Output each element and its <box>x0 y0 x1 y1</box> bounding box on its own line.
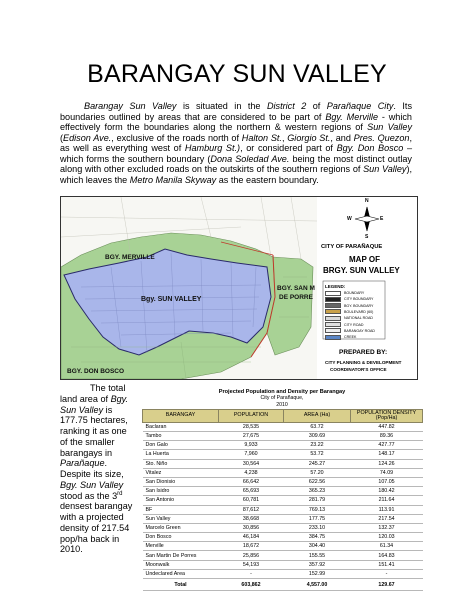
cell-population: 30,856 <box>219 523 284 532</box>
cell-density: 132.37 <box>351 523 423 532</box>
cell-area: 281.79 <box>284 496 351 505</box>
legend-swatch <box>325 335 341 340</box>
legend-label: CREEK <box>344 335 357 340</box>
population-table <box>142 409 423 591</box>
cell-density: 61.34 <box>351 542 423 551</box>
cell-population: 65,693 <box>219 487 284 496</box>
legend-label: BOUNDARY <box>344 291 365 295</box>
table-total-row <box>143 579 423 591</box>
cell-density: 107.05 <box>351 477 423 486</box>
total-area: 4,557.00 <box>284 579 351 591</box>
barangay-map <box>60 196 418 380</box>
legend-item <box>325 322 364 328</box>
cell-population: 66,642 <box>219 477 284 486</box>
cell-barangay: Marcelo Green <box>143 523 219 532</box>
cell-population: 38,668 <box>219 514 284 523</box>
cell-area: 53.72 <box>284 450 351 459</box>
cell-barangay: BF <box>143 505 219 514</box>
cell-barangay: San Martin De Porres <box>143 551 219 560</box>
table-row <box>143 560 423 569</box>
table-row <box>143 441 423 450</box>
legend-item <box>325 303 373 309</box>
map-label-sun-valley: Bgy. SUN VALLEY <box>141 296 202 303</box>
map-label-san-martin-2: DE PORRE <box>279 294 313 301</box>
cell-area: 233.10 <box>284 523 351 532</box>
table-row <box>143 477 423 486</box>
cell-barangay: La Huerta <box>143 450 219 459</box>
cell-population: 4,238 <box>219 468 284 477</box>
cell-density: 124.26 <box>351 459 423 468</box>
cell-density: 89.36 <box>351 432 423 441</box>
cell-barangay: Moonwalk <box>143 560 219 569</box>
table-title: Projected Population and Density per Barangay <box>218 389 346 395</box>
cell-barangay: San Antonio <box>143 496 219 505</box>
population-table-block <box>142 389 422 591</box>
map-title-line-1: MAP OF <box>349 255 380 264</box>
cell-density: 151.41 <box>351 560 423 569</box>
cell-population: 46,184 <box>219 533 284 542</box>
compass-north: N <box>365 198 369 204</box>
table-subtitle-2: 2010 <box>276 401 288 408</box>
header-density: POPULATION DENSITY (Pop/Ha) <box>351 409 423 422</box>
legend-swatch <box>325 297 341 302</box>
legend-swatch <box>325 328 341 333</box>
cell-barangay: Don Galo <box>143 441 219 450</box>
cell-area: 63.72 <box>284 422 351 431</box>
total-population: 603,862 <box>219 579 284 591</box>
cell-barangay: Sun Valley <box>143 514 219 523</box>
total-label: Total <box>143 579 219 591</box>
compass-west: W <box>347 216 352 222</box>
cell-density: 148.17 <box>351 450 423 459</box>
cell-population: 27,675 <box>219 432 284 441</box>
cell-barangay: Tambo <box>143 432 219 441</box>
legend-item <box>325 328 375 334</box>
office-line-1: CITY PLANNING & DEVELOPMENT <box>325 360 402 365</box>
table-subtitle-1: City of Parañaque, <box>260 395 304 402</box>
map-label-merville: BGY. MERVILLE <box>105 254 155 261</box>
legend-item <box>325 309 373 315</box>
table-row <box>143 459 423 468</box>
legend-label: BGY. BOUNDARY <box>344 303 374 308</box>
map-city-name: CITY OF PARAÑAQUE <box>321 244 383 250</box>
cell-population: 54,193 <box>219 560 284 569</box>
legend-item <box>325 290 364 296</box>
legend-swatch <box>325 291 341 296</box>
legend-item <box>325 315 373 321</box>
cell-barangay: Baclaran <box>143 422 219 431</box>
legend-swatch <box>325 316 341 321</box>
legend-swatch <box>325 322 341 327</box>
legend-label: CITY ROAD <box>344 322 364 327</box>
header-area: AREA (Ha) <box>284 409 351 422</box>
legend-label: NATIONAL ROAD <box>344 316 373 321</box>
table-row <box>143 450 423 459</box>
page-title: BARANGAY SUN VALLEY <box>87 60 387 88</box>
cell-population: 18,672 <box>219 542 284 551</box>
intro-barangay-name: Barangay Sun Valley <box>84 101 177 111</box>
cell-population: 60,781 <box>219 496 284 505</box>
intro-paragraph: Barangay Sun Valley is situated in the District 2 of Parañaque City. Its boundaries outlined by areas that are considered to be part of Bgy. Merville - which effectively form the boundaries along the northern & western regions of Sun Valley (Edison Ave., exclusive of the roads north of Halton St., Giorgio St., and Pres. Quezon, as well as everything west of Hamburg St.), or considered part of Bgy. Don Bosco – which forms the southern boundary (Dona Soledad Ave. being the most distinct outlay along with other excluded roads on the outskirts of the southern regions of Sun Valley), which leaves the Metro Manila Skyway as the eastern boundary. <box>60 101 413 185</box>
cell-area: 365.23 <box>284 487 351 496</box>
table-row <box>143 432 423 441</box>
legend-swatch <box>325 303 341 308</box>
cell-barangay: Sto. Niño <box>143 459 219 468</box>
cell-population: 25,856 <box>219 551 284 560</box>
cell-density: 447.82 <box>351 422 423 431</box>
office-line-2: COORDINATOR'S OFFICE <box>330 367 387 372</box>
table-row <box>143 551 423 560</box>
cell-density: 164.83 <box>351 551 423 560</box>
cell-density: 113.91 <box>351 505 423 514</box>
cell-density: 211.64 <box>351 496 423 505</box>
cell-area: 384.75 <box>284 533 351 542</box>
table-row <box>143 468 423 477</box>
cell-density: - <box>351 569 423 578</box>
cell-barangay: Don Bosco <box>143 533 219 542</box>
table-row <box>143 569 423 578</box>
table-row <box>143 514 423 523</box>
cell-area: 622.56 <box>284 477 351 486</box>
cell-barangay: Merville <box>143 542 219 551</box>
cell-population: 9,933 <box>219 441 284 450</box>
cell-density: 217.54 <box>351 514 423 523</box>
cell-barangay: Vitalez <box>143 468 219 477</box>
table-row <box>143 496 423 505</box>
cell-area: 57.20 <box>284 468 351 477</box>
table-row <box>143 542 423 551</box>
total-density: 129.67 <box>351 579 423 591</box>
table-row <box>143 487 423 496</box>
legend-item <box>325 334 356 340</box>
legend-label: BARANGAY ROAD <box>344 328 376 333</box>
map-info-panel <box>317 197 417 379</box>
cell-barangay: San Isidro <box>143 487 219 496</box>
cell-area: 769.13 <box>284 505 351 514</box>
prepared-by-label: PREPARED BY: <box>339 349 388 356</box>
table-body <box>143 422 423 590</box>
cell-population: 87,612 <box>219 505 284 514</box>
cell-population: 30,564 <box>219 459 284 468</box>
cell-area: 304.40 <box>284 542 351 551</box>
compass-east: E <box>380 216 384 222</box>
cell-area: 152.99 <box>284 569 351 578</box>
cell-population: 28,535 <box>219 422 284 431</box>
cell-area: 23.22 <box>284 441 351 450</box>
map-label-san-martin-1: BGY. SAN M <box>277 285 315 292</box>
map-title-line-2: BRGY. SUN VALLEY <box>323 266 400 275</box>
cell-density: 120.03 <box>351 533 423 542</box>
header-barangay: BARANGAY <box>143 409 219 422</box>
cell-density: 427.77 <box>351 441 423 450</box>
cell-density: 74.09 <box>351 468 423 477</box>
cell-density: 180.42 <box>351 487 423 496</box>
legend-label: BOULEVARD (60) <box>344 309 374 314</box>
cell-area: 357.92 <box>284 560 351 569</box>
cell-area: 177.75 <box>284 514 351 523</box>
cell-population: 7,960 <box>219 450 284 459</box>
legend-heading: LEGEND: <box>325 284 346 289</box>
header-population: POPULATION <box>219 409 284 422</box>
cell-barangay: San Dionisio <box>143 477 219 486</box>
legend-label: CITY BOUNDARY <box>344 297 374 302</box>
cell-area: 155.55 <box>284 551 351 560</box>
table-row <box>143 533 423 542</box>
legend-item <box>325 296 373 302</box>
table-header-row <box>143 409 423 422</box>
cell-population: - <box>219 569 284 578</box>
cell-area: 245.27 <box>284 459 351 468</box>
table-row <box>143 523 423 532</box>
table-row <box>143 505 423 514</box>
table-row <box>143 422 423 431</box>
legend-swatch <box>325 309 341 314</box>
compass-south: S <box>365 234 369 240</box>
cell-barangay: Undeclared Area <box>143 569 219 578</box>
cell-area: 309.69 <box>284 432 351 441</box>
map-label-don-bosco: BGY. DON BOSCO <box>67 368 125 375</box>
land-area-paragraph: The total land area of Bgy. Sun Valley is 177.75 hectares, ranking it as one of the smaller barangays in Parañaque. Despite its size, Bgy. Sun Valley stood as the 3rd densest barangay with a projected density of 217.54 pop/ha back in 2010. <box>60 383 133 555</box>
